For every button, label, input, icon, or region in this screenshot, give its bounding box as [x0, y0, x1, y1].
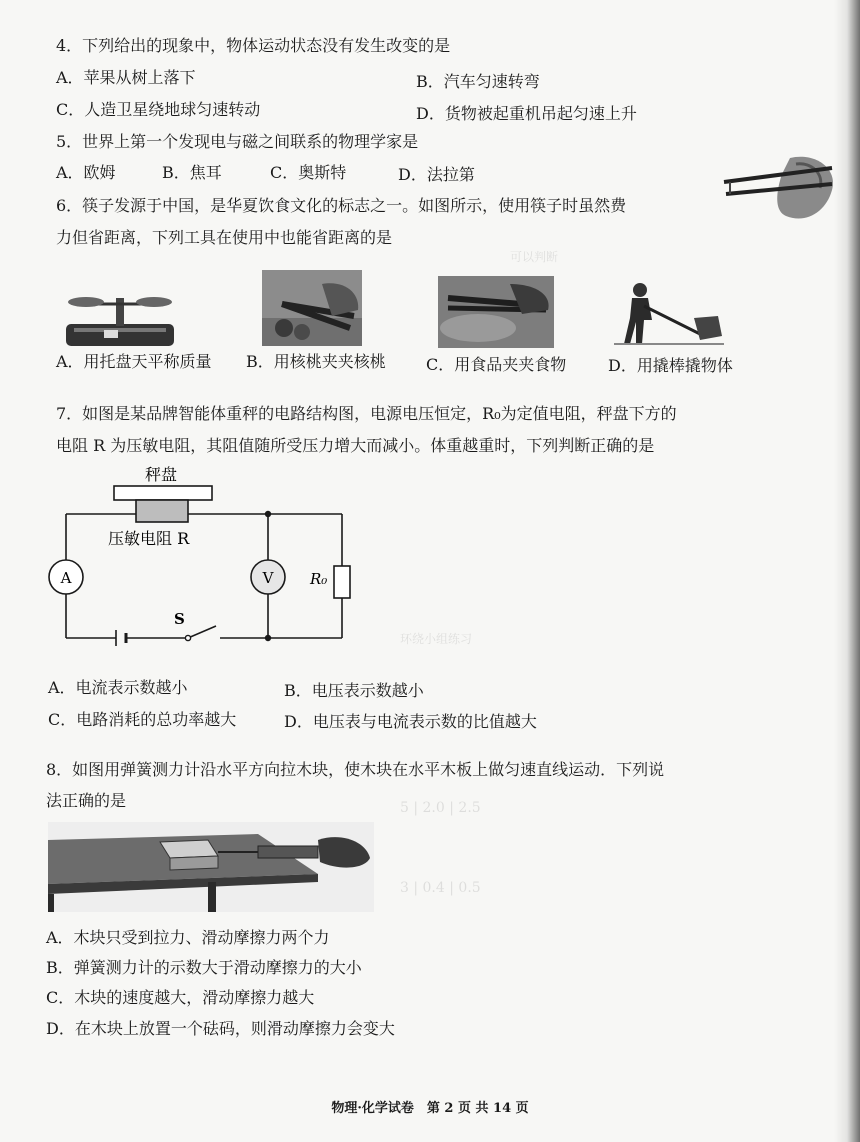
food-tongs-image — [438, 276, 554, 348]
chopsticks-hand-image — [720, 150, 840, 228]
switch-pivot — [185, 635, 190, 640]
voltmeter-label: V — [262, 569, 274, 587]
q8-stem-line2: 法正确的是 — [46, 791, 127, 810]
q8-option-a: A．木块只受到拉力、滑动摩擦力两个力 — [46, 928, 330, 947]
q4-stem: 4．下列给出的现象中，物体运动状态没有发生改变的是 — [56, 36, 451, 55]
q4-option-b: B．汽车匀速转弯 — [416, 72, 540, 91]
q6-stem-line1: 6．筷子发源于中国，是华夏饮食文化的标志之一。如图所示，使用筷子时虽然费 — [56, 196, 627, 215]
q7-option-b: B．电压表示数越小 — [284, 681, 424, 700]
q6-option-d: D．用撬棒撬物体 — [608, 356, 733, 375]
scale-pan-shape — [114, 486, 212, 500]
page-edge-shadow — [834, 0, 860, 1142]
switch-label: S — [174, 610, 185, 628]
q5-option-b: B．焦耳 — [162, 163, 222, 182]
q7-option-d: D．电压表与电流表示数的比值越大 — [284, 712, 537, 731]
page-footer: 物理·化学试卷 第 2 页 共 14 页 — [331, 1101, 529, 1116]
q8-option-d: D．在木块上放置一个砝码，则滑动摩擦力会变大 — [46, 1019, 395, 1038]
q8-option-c: C．木块的速度越大，滑动摩擦力越大 — [46, 988, 315, 1007]
spring-scale-block-image — [48, 822, 374, 912]
bleed-through-table: 5 | 2.0 | 2.5 — [400, 800, 481, 816]
q5-option-d: D．法拉第 — [398, 165, 475, 184]
q8-option-b: B．弹簧测力计的示数大于滑动摩擦力的大小 — [46, 958, 362, 977]
ammeter-label: A — [60, 569, 72, 587]
q6-stem-line2: 力但省距离，下列工具在使用中也能省距离的是 — [56, 228, 393, 247]
q8-stem-line1: 8．如图用弹簧测力计沿水平方向拉木块，使木块在水平木板上做匀速直线运动．下列说 — [46, 760, 665, 779]
bleed-through-text: 可以判断 — [510, 250, 559, 264]
bleed-through-table: 3 | 0.4 | 0.5 — [400, 880, 481, 896]
scale-pan-label: 秤盘 — [145, 465, 178, 484]
q4-option-c: C．人造卫星绕地球匀速转动 — [56, 100, 261, 119]
nutcracker-image — [262, 270, 362, 346]
q5-stem: 5．世界上第一个发现电与磁之间联系的物理学家是 — [56, 132, 419, 151]
bleed-through-text: 环绕小组练习 — [400, 632, 473, 646]
q7-option-a: A．电流表示数越小 — [48, 678, 188, 697]
circuit-diagram — [40, 462, 380, 674]
r0-resistor-symbol — [334, 566, 350, 598]
q4-option-a: A．苹果从树上落下 — [56, 68, 196, 87]
pressure-resistor-shape — [136, 500, 188, 522]
q5-option-c: C．奥斯特 — [270, 163, 347, 182]
q7-option-c: C．电路消耗的总功率越大 — [48, 710, 237, 729]
q6-option-b: B．用核桃夹夹核桃 — [246, 352, 386, 371]
crowbar-worker-image — [614, 278, 724, 348]
pressure-resistor-label: 压敏电阻 R — [108, 529, 190, 548]
balance-scale-image — [60, 284, 180, 348]
q7-stem-line1: 7．如图是某品牌智能体重秤的电路结构图，电源电压恒定，R₀为定值电阻，秤盘下方的 — [56, 404, 677, 423]
q6-option-c: C．用食品夹夹食物 — [426, 355, 567, 374]
q4-option-d: D．货物被起重机吊起匀速上升 — [416, 104, 637, 123]
q5-option-a: A．欧姆 — [56, 163, 116, 182]
r0-label: R₀ — [310, 570, 328, 588]
q7-stem-line2: 电阻 R 为压敏电阻，其阻值随所受压力增大而减小。体重越重时，下列判断正确的是 — [56, 436, 655, 455]
q6-option-a: A．用托盘天平称质量 — [56, 352, 212, 371]
